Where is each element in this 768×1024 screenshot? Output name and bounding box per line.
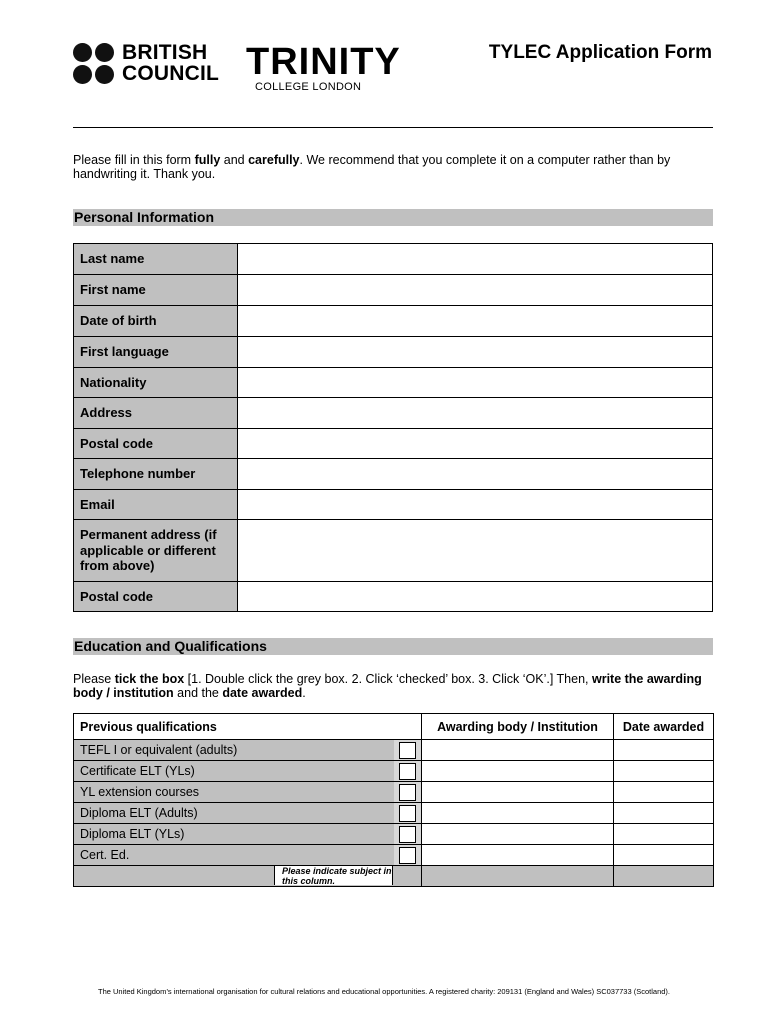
footer-charity-note: The United Kingdom’s international organisation for cultural relations and educational opportunities. A registered charity: 209131 (England and Wales) SC037733 (Scotland). <box>97 987 670 996</box>
table-row <box>74 844 713 865</box>
address-input[interactable] <box>238 398 712 428</box>
section-heading-personal: Personal Information <box>73 209 713 226</box>
awarding-body-input[interactable] <box>421 803 613 823</box>
qualification-checkbox[interactable] <box>399 805 416 822</box>
field-label: Address <box>74 398 238 428</box>
trinity-subtitle: COLLEGE LONDON <box>255 81 362 93</box>
british-council-dots-icon <box>73 43 114 84</box>
field-label: First name <box>74 275 238 305</box>
date-awarded-input[interactable] <box>613 782 713 802</box>
personal-info-table <box>73 243 713 612</box>
qualifications-table <box>73 713 714 887</box>
column-header-awarding: Awarding body / Institution <box>421 714 613 739</box>
field-row-first-language <box>74 336 712 367</box>
table-row <box>74 760 713 781</box>
date-awarded-input[interactable] <box>613 824 713 844</box>
field-row-postal-code <box>74 428 712 458</box>
awarding-body-input[interactable] <box>421 824 613 844</box>
field-label: Date of birth <box>74 306 238 336</box>
section-heading-education: Education and Qualifications <box>73 638 713 655</box>
awarding-body-input[interactable] <box>421 761 613 781</box>
awarding-body-input[interactable] <box>421 782 613 802</box>
column-header-previous: Previous qualifications <box>74 714 421 739</box>
qualification-checkbox[interactable] <box>399 763 416 780</box>
date-of-birth-input[interactable] <box>238 306 712 336</box>
qualification-checkbox[interactable] <box>399 742 416 759</box>
qualification-checkbox[interactable] <box>399 826 416 843</box>
field-row-address <box>74 397 712 428</box>
field-label: Last name <box>74 244 238 274</box>
date-awarded-input[interactable] <box>613 740 713 760</box>
table-row <box>74 781 713 802</box>
table-footer-row <box>74 865 713 886</box>
header-divider <box>73 127 713 128</box>
table-row <box>74 802 713 823</box>
awarding-body-input[interactable] <box>421 740 613 760</box>
field-row-nationality <box>74 367 712 397</box>
last-name-input[interactable] <box>238 244 712 274</box>
field-label: Telephone number <box>74 459 238 489</box>
qualification-checkbox[interactable] <box>399 847 416 864</box>
field-label: Email <box>74 490 238 519</box>
field-row-first-name <box>74 274 712 305</box>
qualification-label: TEFL I or equivalent (adults) <box>74 740 394 760</box>
field-row-permanent-postal-code <box>74 581 712 611</box>
table-header-row <box>74 714 713 739</box>
telephone-input[interactable] <box>238 459 712 489</box>
field-label: Nationality <box>74 368 238 397</box>
education-instructions: Please tick the box [1. Double click the grey box. 2. Click ‘checked’ box. 3. Click ‘OK’.] Then, write the awarding body / institution and the date awarded. <box>73 672 702 700</box>
table-row <box>74 739 713 760</box>
column-header-date: Date awarded <box>613 714 713 739</box>
permanent-postal-code-input[interactable] <box>238 582 712 611</box>
field-row-telephone <box>74 458 712 489</box>
field-row-last-name <box>74 244 712 274</box>
field-label: Postal code <box>74 582 238 611</box>
qualification-label: Diploma ELT (YLs) <box>74 824 394 844</box>
page-title: TYLEC Application Form <box>488 42 712 63</box>
date-awarded-input[interactable] <box>613 845 713 865</box>
field-label: Postal code <box>74 429 238 458</box>
date-awarded-input[interactable] <box>613 803 713 823</box>
qualification-label: Certificate ELT (YLs) <box>74 761 394 781</box>
postal-code-input[interactable] <box>238 429 712 458</box>
qualification-label: YL extension courses <box>74 782 394 802</box>
field-label: Permanent address (if applicable or different from above) <box>74 520 238 581</box>
first-name-input[interactable] <box>238 275 712 305</box>
email-input[interactable] <box>238 490 712 519</box>
qualification-checkbox[interactable] <box>399 784 416 801</box>
field-label: First language <box>74 337 238 367</box>
table-row <box>74 823 713 844</box>
british-council-wordmark: BRITISH COUNCIL <box>122 41 220 85</box>
first-language-input[interactable] <box>238 337 712 367</box>
qualification-label: Cert. Ed. <box>74 845 394 865</box>
qualification-label: Diploma ELT (Adults) <box>74 803 394 823</box>
british-council-logo <box>73 40 219 86</box>
trinity-college-logo <box>246 41 401 93</box>
awarding-body-input[interactable] <box>421 845 613 865</box>
field-row-date-of-birth <box>74 305 712 336</box>
permanent-address-input[interactable] <box>238 520 712 581</box>
date-awarded-input[interactable] <box>613 761 713 781</box>
nationality-input[interactable] <box>238 368 712 397</box>
intro-text: Please fill in this form fully and carefully. We recommend that you complete it on a computer rather than by handwriting it. Thank you. <box>73 153 671 181</box>
trinity-wordmark: TRINITY <box>246 41 401 83</box>
field-row-email <box>74 489 712 519</box>
field-row-permanent-address <box>74 519 712 581</box>
subject-note: Please indicate subject in this column. <box>274 866 393 885</box>
